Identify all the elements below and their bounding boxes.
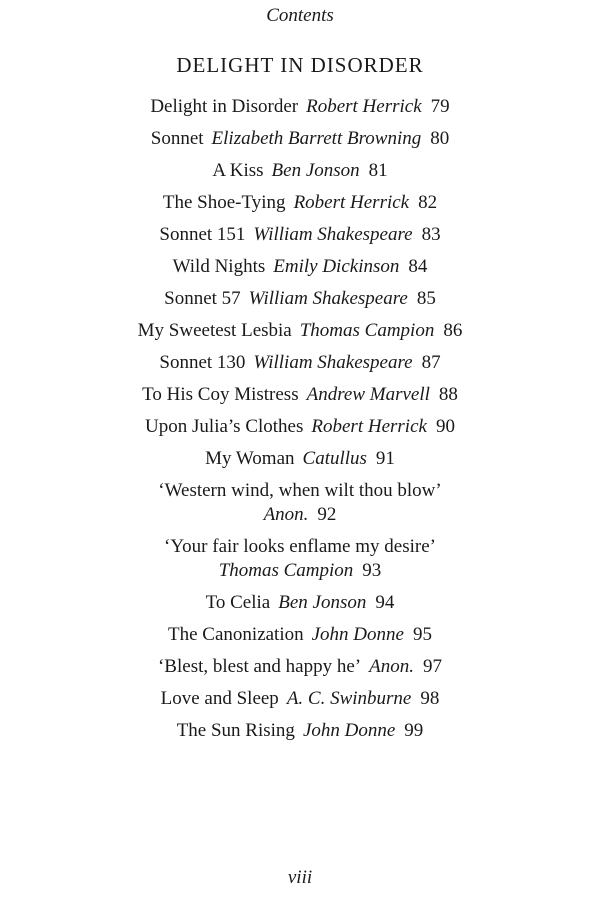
entry-title: Sonnet 57 <box>164 288 241 309</box>
entry-author: Thomas Campion <box>299 320 435 341</box>
toc-entry <box>0 447 600 471</box>
toc-entry <box>0 319 600 343</box>
toc-entry <box>0 127 600 151</box>
entry-author: Anon. <box>263 504 309 525</box>
entry-page: 92 <box>317 504 337 525</box>
entry-title: The Sun Rising <box>176 720 295 741</box>
entry-page: 80 <box>430 128 450 149</box>
toc-entry <box>0 415 600 439</box>
entry-author: Catullus <box>302 448 367 469</box>
section-title: DELIGHT IN DISORDER <box>176 53 424 77</box>
entry-author: Robert Herrick <box>306 96 422 117</box>
entry-author: William Shakespeare <box>253 352 413 373</box>
toc-entry <box>0 479 600 527</box>
entry-title: Sonnet 151 <box>159 224 246 245</box>
entry-title: Delight in Disorder <box>150 96 299 117</box>
entry-title: My Sweetest Lesbia <box>137 320 292 341</box>
entry-author: Robert Herrick <box>293 192 410 213</box>
entry-author: William Shakespeare <box>248 288 408 309</box>
entry-page: 95 <box>412 624 432 645</box>
toc-entry <box>0 223 600 247</box>
entry-title: The Canonization <box>168 624 304 645</box>
entry-title: The Shoe-Tying <box>162 192 286 213</box>
entry-page: 88 <box>438 384 458 405</box>
entry-author: Ben Jonson <box>278 592 367 613</box>
entry-page: 86 <box>443 320 463 341</box>
entry-title: ‘Blest, blest and happy he’ <box>157 656 362 677</box>
entry-page: 79 <box>430 96 450 117</box>
entry-title: ‘Western wind, when wilt thou blow’ <box>158 480 442 501</box>
entry-author: Robert Herrick <box>311 416 427 437</box>
entry-page: 97 <box>423 656 442 677</box>
entry-author: Anon. <box>369 656 414 677</box>
toc-entry <box>0 383 600 407</box>
entry-author: John Donne <box>302 720 396 741</box>
entry-page: 91 <box>375 448 395 469</box>
toc-entry <box>0 535 600 583</box>
entry-author: John Donne <box>311 624 404 645</box>
entry-page: 82 <box>418 192 438 213</box>
entry-page: 84 <box>408 256 428 277</box>
toc-entry <box>0 255 600 279</box>
entry-author: Ben Jonson <box>271 160 360 181</box>
toc-entry <box>0 191 600 215</box>
entry-page: 83 <box>421 224 441 245</box>
entry-second-line <box>0 559 600 583</box>
entry-title: Upon Julia’s Clothes <box>145 416 304 437</box>
entry-title: ‘Your fair looks enflame my desire’ <box>164 536 436 557</box>
toc-entry <box>0 95 600 119</box>
toc-entry <box>0 687 600 711</box>
toc-entry <box>0 591 600 615</box>
entry-title: My Woman <box>205 448 295 469</box>
entry-page: 87 <box>421 352 441 373</box>
entry-title: Sonnet 130 <box>159 352 246 373</box>
entry-author: William Shakespeare <box>253 224 413 245</box>
table-of-contents <box>0 95 600 751</box>
running-head: Contents <box>266 5 334 26</box>
entry-title: To Celia <box>205 592 271 613</box>
entry-title: Sonnet <box>150 128 204 149</box>
entry-title: Love and Sleep <box>160 688 279 709</box>
entry-page: 98 <box>420 688 440 709</box>
entry-author: Elizabeth Barrett Browning <box>211 128 422 149</box>
page-number: viii <box>287 867 313 888</box>
entry-page: 99 <box>404 720 424 741</box>
toc-entry <box>0 623 600 647</box>
toc-entry <box>0 287 600 311</box>
entry-author: Emily Dickinson <box>273 256 400 277</box>
entry-page: 93 <box>362 560 382 581</box>
entry-author: Andrew Marvell <box>306 384 430 405</box>
entry-title: Wild Nights <box>172 256 266 277</box>
entry-second-line <box>0 503 600 527</box>
entry-page: 94 <box>375 592 395 613</box>
toc-entry <box>0 655 600 679</box>
entry-author: Thomas Campion <box>218 560 354 581</box>
entry-page: 90 <box>435 416 455 437</box>
toc-entry <box>0 351 600 375</box>
toc-entry <box>0 159 600 183</box>
entry-title: To His Coy Mistress <box>142 384 299 405</box>
entry-page: 81 <box>368 160 388 181</box>
entry-author: A. C. Swinburne <box>286 688 412 709</box>
entry-title: A Kiss <box>212 160 264 181</box>
entry-page: 85 <box>416 288 436 309</box>
toc-entry <box>0 719 600 743</box>
